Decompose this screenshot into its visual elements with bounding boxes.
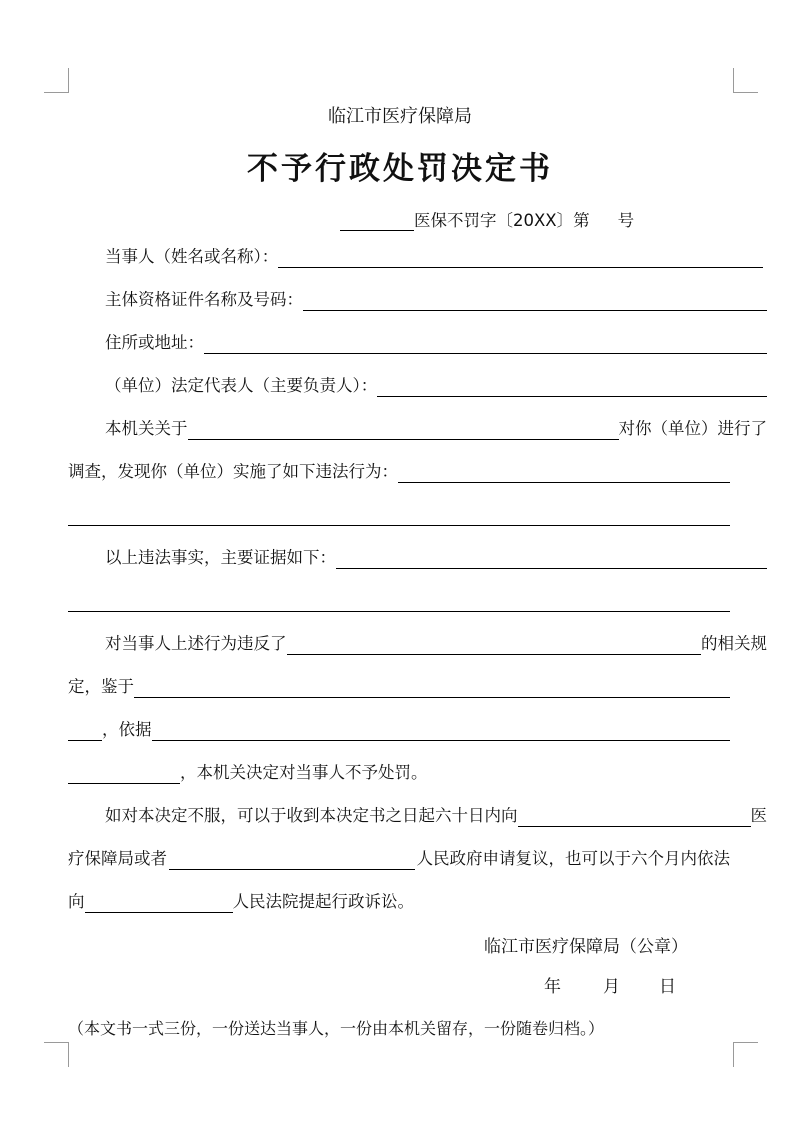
court-blank[interactable]	[85, 891, 233, 913]
doc-prefix-blank[interactable]	[340, 209, 414, 231]
address-label: 住所或地址：	[105, 333, 204, 352]
page-corner-mark	[733, 68, 758, 93]
evidence-blank[interactable]	[336, 547, 767, 569]
evidence-label: 以上违法事实，主要证据如下：	[105, 548, 336, 567]
violation-post: 的相关规	[701, 634, 767, 653]
appeal-text-1b: 医	[750, 806, 767, 825]
investigation-row	[68, 412, 767, 440]
party-blank[interactable]	[278, 246, 763, 268]
violation-blank-continued[interactable]	[68, 504, 730, 526]
document-title: 不予行政处罚决定书	[247, 151, 553, 187]
document-number	[340, 203, 634, 231]
considering-blank[interactable]	[134, 676, 730, 698]
basis-blank-continued[interactable]	[68, 762, 180, 784]
date-month: 月	[603, 977, 620, 997]
appeal-text-2a: 疗保障局或者	[68, 849, 167, 868]
page-corner-mark	[733, 1042, 758, 1067]
doc-number-suffix: 号	[617, 211, 635, 230]
investigation-pre: 本机关关于	[105, 419, 188, 438]
footer-note: （本文书一式三份，一份送达当事人，一份由本机关留存，一份随卷归档。）	[68, 1019, 605, 1038]
certificate-label: 主体资格证件名称及号码：	[105, 290, 303, 309]
considering-blank-continued[interactable]	[68, 719, 102, 741]
evidence-row	[68, 541, 767, 569]
appeal-text-2b: 人民政府申请复议，也可以于六个月内依法	[416, 849, 730, 868]
party-row	[68, 240, 767, 268]
decision-text: ，本机关决定对当事人不予处罚。	[180, 763, 428, 782]
violation-pre: 对当事人上述行为违反了	[105, 634, 287, 653]
date-day: 日	[659, 977, 676, 997]
official-seal-text: 临江市医疗保障局（公章）	[484, 937, 688, 957]
address-row	[68, 326, 767, 354]
violation-continued-row	[68, 498, 730, 526]
date-year: 年	[544, 977, 561, 997]
address-blank[interactable]	[204, 332, 767, 354]
basis-row	[68, 713, 730, 741]
review-agency-blank[interactable]	[518, 805, 751, 827]
appeal-row-3	[68, 885, 730, 913]
basis-blank[interactable]	[152, 719, 731, 741]
appeal-text-3a: 向	[68, 892, 85, 911]
party-label: 当事人（姓名或名称）：	[105, 247, 279, 266]
violated-rule-blank[interactable]	[287, 633, 702, 655]
representative-label: （单位）法定代表人（主要负责人）：	[105, 376, 378, 395]
evidence-blank-continued[interactable]	[68, 590, 730, 612]
basis-pre: ，依据	[102, 720, 152, 739]
representative-blank[interactable]	[377, 375, 767, 397]
investigation-post: 对你（单位）进行了	[618, 419, 767, 438]
violation-blank[interactable]	[398, 461, 730, 483]
certificate-row	[68, 283, 767, 311]
investigation-blank[interactable]	[188, 418, 619, 440]
government-blank[interactable]	[169, 848, 415, 870]
considering-pre: 定，鉴于	[68, 677, 134, 696]
evidence-continued-row	[68, 584, 730, 612]
certificate-blank[interactable]	[303, 289, 767, 311]
agency-name: 临江市医疗保障局	[328, 106, 472, 127]
considering-row	[68, 670, 730, 698]
page-corner-mark	[44, 1042, 69, 1067]
violation-intro-row	[68, 455, 730, 483]
representative-row	[68, 369, 767, 397]
appeal-row-2	[68, 842, 730, 870]
appeal-text-3b: 人民法院提起行政诉讼。	[232, 892, 414, 911]
appeal-text-1a: 如对本决定不服，可以于收到本决定书之日起六十日内向	[105, 806, 518, 825]
violated-rule-row	[68, 627, 767, 655]
appeal-row-1	[68, 799, 767, 827]
decision-row	[68, 756, 730, 784]
page-corner-mark	[44, 68, 69, 93]
investigation-line2: 调查，发现你（单位）实施了如下违法行为：	[68, 462, 398, 481]
doc-number-label: 医保不罚字〔20XX〕第	[414, 211, 590, 230]
